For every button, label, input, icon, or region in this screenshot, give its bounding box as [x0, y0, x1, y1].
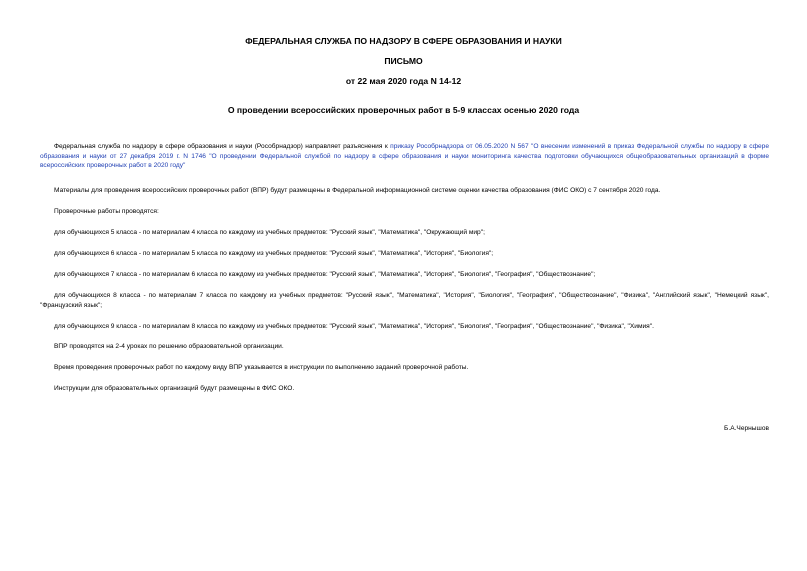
paragraph-duration: Время проведения проверочных работ по каждому виду ВПР указывается в инструкции по выполнению заданий проверочной работы. — [54, 364, 469, 371]
paragraph-grade-5: для обучающихся 5 класса - по материалам 4 класса по каждому из учебных предметов: "Русский язык", "Математика", "Окружающий мир"; — [54, 229, 485, 236]
paragraph-tests-held: Проверочные работы проводятся: — [54, 208, 159, 215]
paragraph-grade-6: для обучающихся 6 класса - по материалам 5 класса по каждому из учебных предметов: "Русский язык", "Математика", "История", "Биология"; — [54, 250, 494, 257]
paragraph-grade-8: для обучающихся 8 класса - по материалам 7 класса по каждому из учебных предметов: "Русский язык", "Математика", "История", "Биология", "География", "Обществознание", "Физика", "Английский язык", "Немецкий язык", "Французский язык"; — [40, 292, 769, 309]
paragraph-materials: Материалы для проведения всероссийских проверочных работ (ВПР) будут размещены в Федеральной информационной системе оценки качества образования (ФИС ОКО) с 7 сентября 2020 года. — [54, 187, 661, 194]
order-link[interactable]: приказу Рособрнадзора от 06.05.2020 N 567 "О внесении изменений в приказ Федеральной службы по надзору в сфере образования и науки от 27 декабря 2019 г. N 1746 "О проведении Федеральной службой по надзору в сфере образования и науки мониторинга качества подготовки обучающихся общеобразовательных организаций в форме всероссийских проверочных работ в 2020 году" — [40, 143, 769, 169]
paragraph-grade-7: для обучающихся 7 класса - по материалам 6 класса по каждому из учебных предметов: "Русский язык", "Математика", "История", "Биология", "География", "Обществознание"; — [54, 271, 596, 278]
signature: Б.А.Чернышов — [724, 425, 769, 432]
intro-paragraph — [40, 142, 769, 171]
agency-title: ФЕДЕРАЛЬНАЯ СЛУЖБА ПО НАДЗОРУ В СФЕРЕ ОБРАЗОВАНИЯ И НАУКИ — [245, 36, 562, 46]
document-type: ПИСЬМО — [384, 56, 423, 66]
intro-text: Федеральная служба по надзору в сфере образования и науки (Рособрнадзор) направляет разъяснения к — [54, 143, 391, 150]
paragraph-grade-9: для обучающихся 9 класса - по материалам 8 класса по каждому из учебных предметов: "Русский язык", "Математика", "История", "Биология", "География", "Обществознание", "Физика", "Химия". — [54, 323, 654, 330]
document-subject: О проведении всероссийских проверочных работ в 5-9 классах осенью 2020 года — [227, 105, 580, 115]
document-date-number: от 22 мая 2020 года N 14-12 — [345, 76, 462, 86]
paragraph-instructions: Инструкции для образовательных организаций будут размещены в ФИС ОКО. — [54, 385, 295, 392]
paragraph-lessons: ВПР проводятся на 2-4 уроках по решению образовательной организации. — [54, 343, 284, 350]
